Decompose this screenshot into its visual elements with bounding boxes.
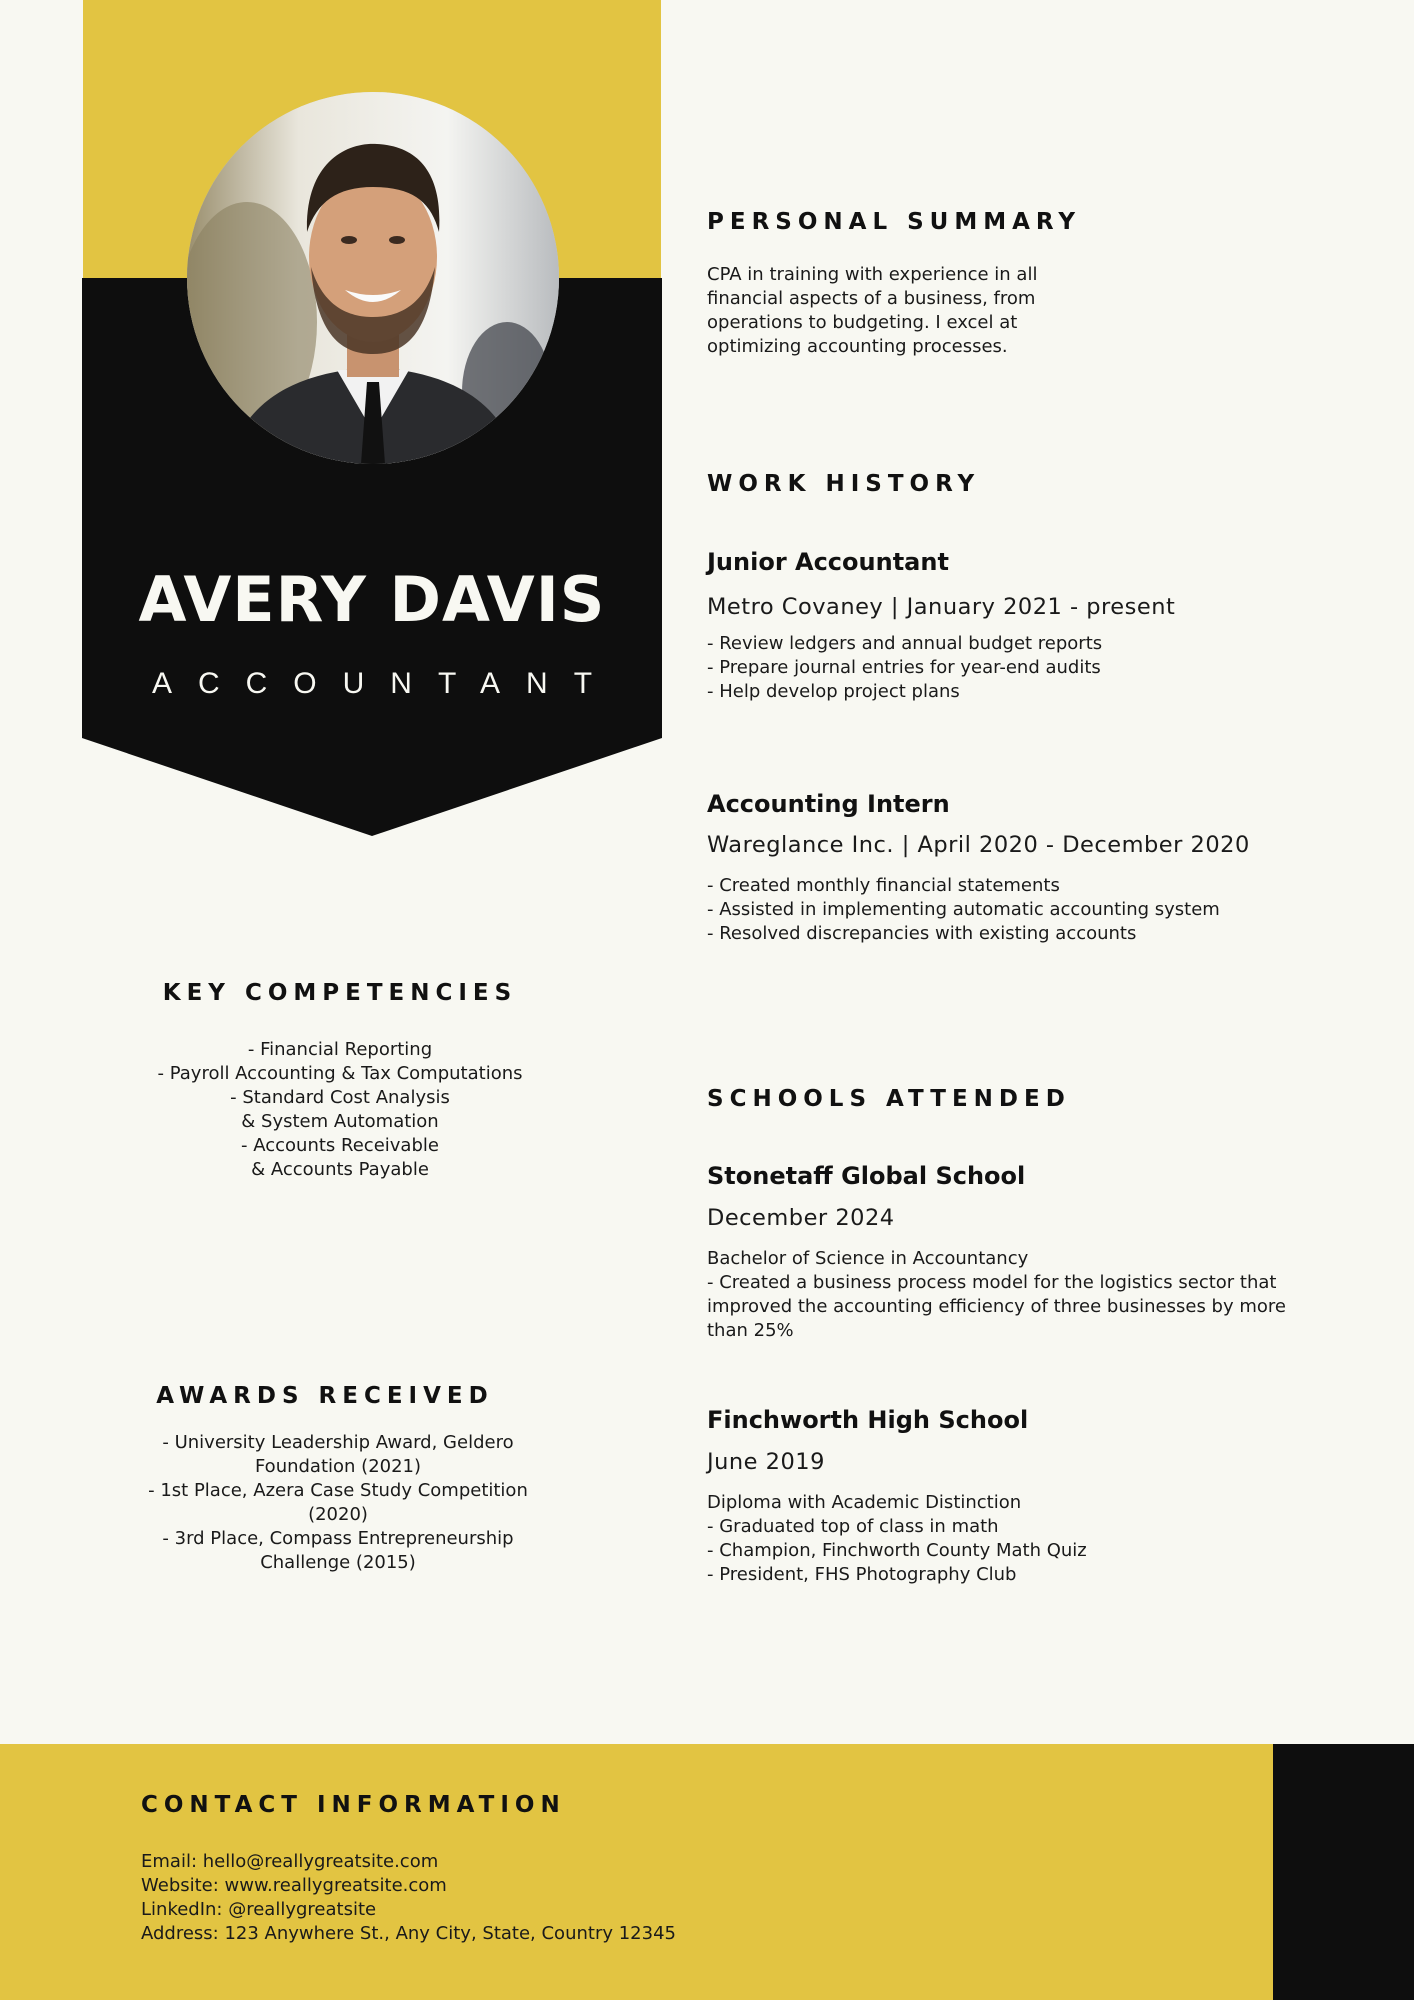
school-details: Diploma with Academic Distinction - Graduated top of class in math - Champion, Finchworth County Math Quiz - President, FHS Photography Club [707,1492,1087,1585]
awards-heading: AWARDS RECEIVED [156,1383,494,1409]
summary-heading: PERSONAL SUMMARY [707,209,1082,235]
contact-heading: CONTACT INFORMATION [141,1792,566,1818]
footer-dark-block [1273,1744,1414,2000]
school-name: Finchworth High School [707,1406,1029,1434]
job-title: Accounting Intern [707,790,950,818]
contact-footer [0,1744,1273,2000]
profile-photo [187,92,559,464]
job-bullets: - Created monthly financial statements - Assisted in implementing automatic accounting system - Resolved discrepancies with existing accounts [707,875,1220,944]
school-name: Stonetaff Global School [707,1162,1026,1190]
contact-details: Email: hello@reallygreatsite.com Website: www.reallygreatsite.com LinkedIn: @reallygreatsite Address: 123 Anywhere St., Any City, State, Country 12345 [141,1851,676,1944]
school-details: Bachelor of Science in Accountancy - Created a business process model for the logistics sector that improved the accounting efficiency of three businesses by more than 25% [707,1248,1286,1341]
profile-role: ACCOUNTANT [151,667,619,700]
summary-text: CPA in training with experience in all financial aspects of a business, from operations to budgeting. I excel at optimizing accounting processes. [707,264,1038,357]
job-company-dates: Wareglance Inc. | April 2020 - December 2020 [707,832,1250,858]
profile-name: AVERY DAVIS [138,563,606,636]
competencies-heading: KEY COMPETENCIES [162,980,518,1006]
school-date: June 2019 [707,1449,825,1475]
job-company-dates: Metro Covaney | January 2021 - present [707,594,1176,620]
job-bullets: - Review ledgers and annual budget reports - Prepare journal entries for year-end audits - Help develop project plans [707,633,1103,702]
competencies-list: - Financial Reporting - Payroll Accounting & Tax Computations - Standard Cost Analysis & System Automation - Accounts Receivable & Accounts Payable [157,1039,523,1180]
awards-list: - University Leadership Award, Geldero Foundation (2021) - 1st Place, Azera Case Study Competition (2020) - 3rd Place, Compass Entrepreneurship Challenge (2015) [148,1432,528,1573]
school-date: December 2024 [707,1205,895,1231]
work-heading: WORK HISTORY [707,471,981,497]
job-title: Junior Accountant [707,548,949,576]
schools-heading: SCHOOLS ATTENDED [707,1086,1071,1112]
